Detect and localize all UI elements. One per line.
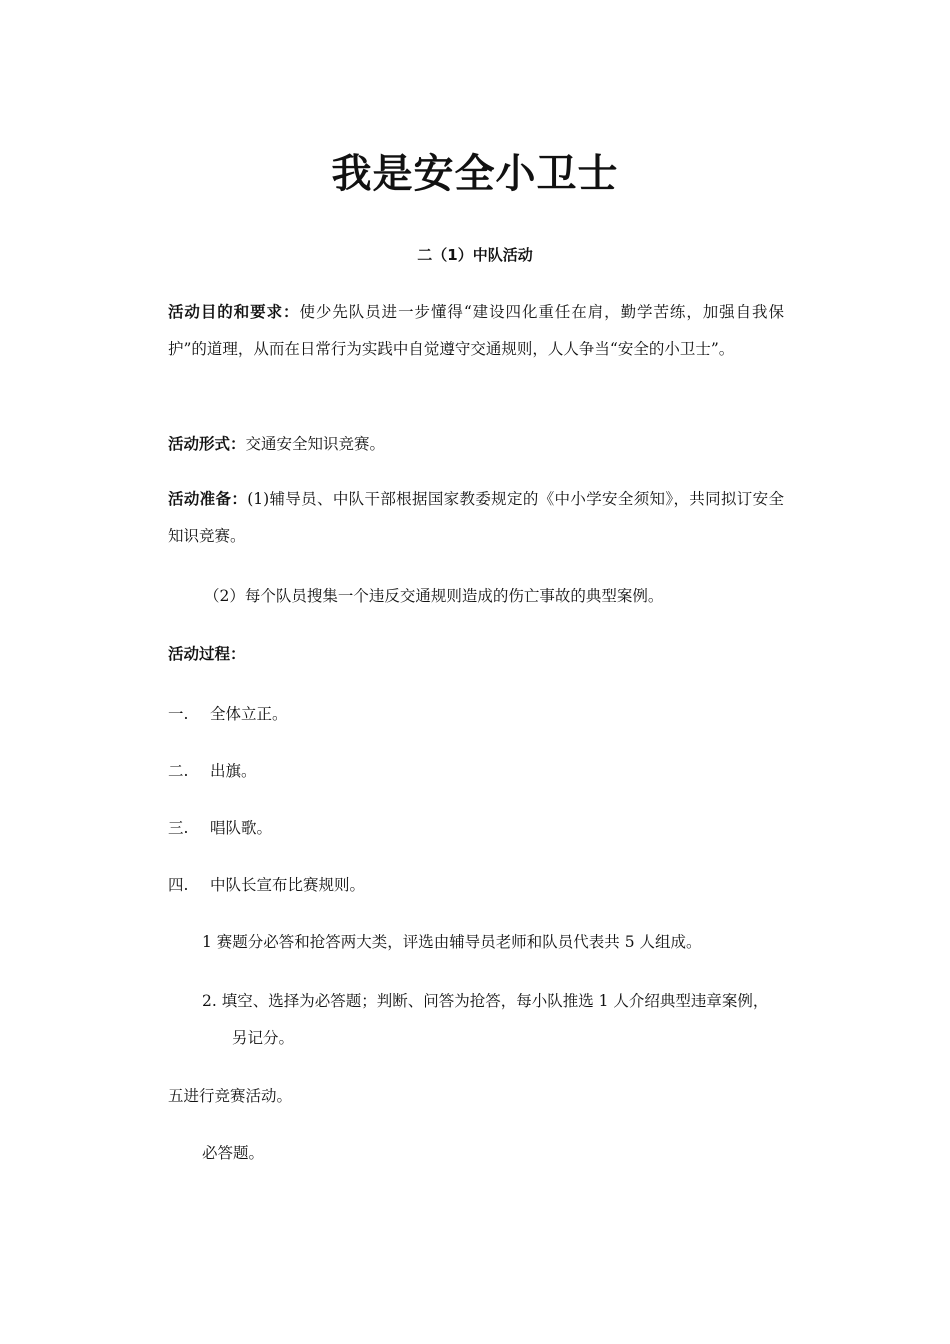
preparation-label: 活动准备： [168, 490, 248, 508]
form-text: 交通安全知识竞赛。 [245, 435, 386, 453]
step-number: 一. [168, 705, 189, 723]
required-questions: 必答题。 [202, 1144, 265, 1162]
purpose-text: 使少先队员进一步懂得“建设四化重任在肩，勤学苦练，加强自我保护”的道理，从而在日常行为实践中自觉遵守交通规则，人人争当“安全的小卫士”。 [168, 303, 784, 358]
purpose-paragraph [168, 294, 784, 368]
process-step-2 [168, 759, 257, 783]
process-step-5: 五进行竞赛活动。 [168, 1087, 293, 1105]
process-step-4 [168, 873, 365, 897]
form-label: 活动形式： [168, 435, 246, 453]
step-text: 唱队歌。 [210, 819, 273, 837]
purpose-label: 活动目的和要求： [168, 303, 300, 321]
step-text: 中队长宣布比赛规则。 [210, 876, 366, 894]
process-step-1 [168, 702, 288, 726]
document-subtitle: 二（1）中队活动 [417, 246, 533, 264]
rule-2 [202, 983, 782, 1057]
step-number: 三. [168, 819, 189, 837]
preparation-paragraph [168, 481, 784, 555]
step-text: 出旗。 [210, 762, 257, 780]
rule-1: 1 赛题分必答和抢答两大类，评选由辅导员老师和队员代表共 5 人组成。 [202, 933, 702, 951]
step-text: 全体立正。 [210, 705, 288, 723]
process-step-3 [168, 816, 272, 840]
preparation-item-2: （2）每个队员搜集一个违反交通规则造成的伤亡事故的典型案例。 [204, 587, 664, 605]
preparation-text-1: (1)辅导员、中队干部根据国家教委规定的《中小学安全须知》，共同拟订安全知识竞赛。 [168, 490, 784, 545]
step-number: 二. [168, 762, 189, 780]
process-heading [168, 636, 784, 673]
rule-2-line-1: 2. 填空、选择为必答题；判断、问答为抢答，每小队推选 1 人介绍典型违章案例， [202, 992, 769, 1010]
document-title: 我是安全小卫士 [331, 151, 619, 197]
process-label: 活动过程： [168, 645, 246, 663]
form-paragraph [168, 426, 784, 463]
step-number: 四. [168, 876, 189, 894]
rule-2-line-2: 另记分。 [232, 1029, 295, 1047]
